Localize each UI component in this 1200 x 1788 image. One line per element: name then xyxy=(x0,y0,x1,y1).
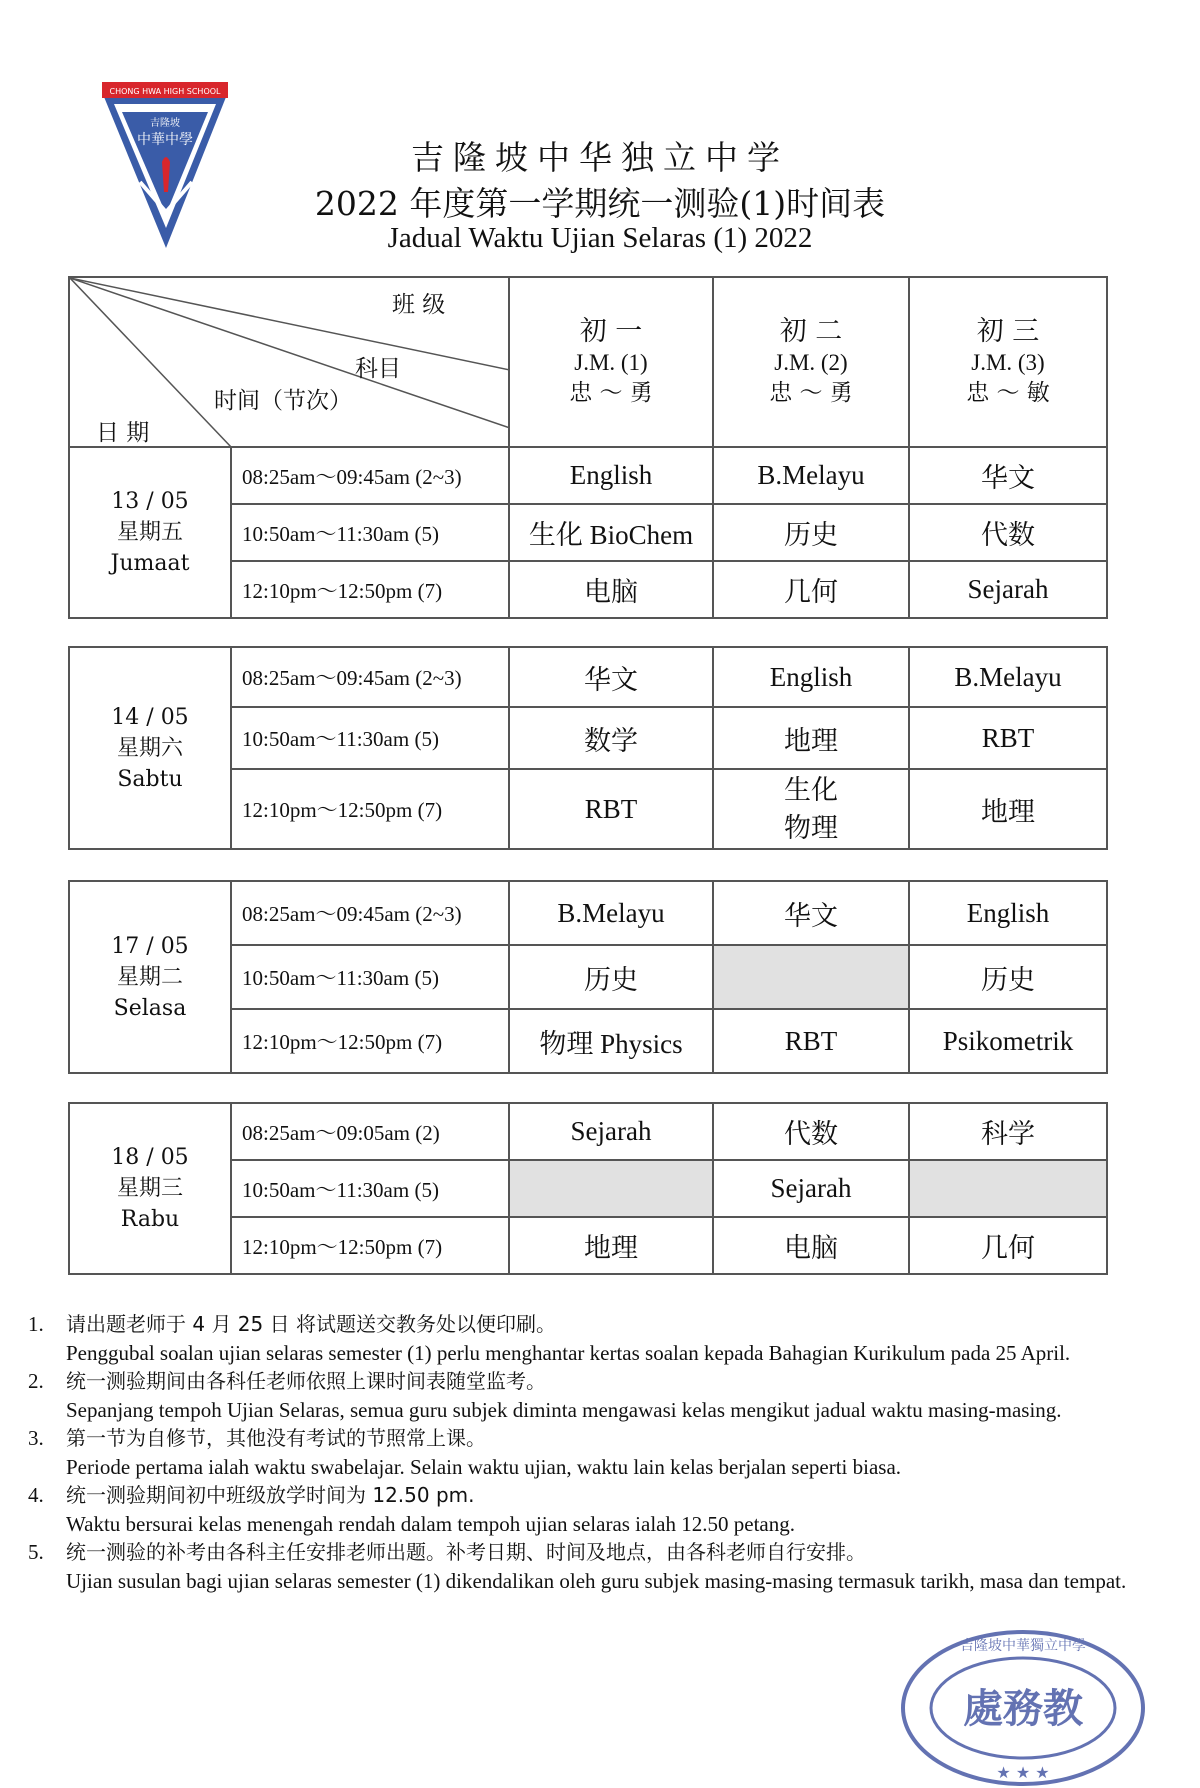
note-number: 3. xyxy=(28,1426,44,1450)
time-slot: 08:25am～09:45am (2~3) xyxy=(231,881,509,945)
note-number: 2. xyxy=(28,1369,44,1393)
class-name: 初 一 xyxy=(579,315,643,347)
timetable-main xyxy=(68,276,1108,619)
corner-subject-label: 科目 xyxy=(355,356,401,382)
subject-cell: Sejarah xyxy=(909,561,1107,618)
subject-cell-empty xyxy=(909,1160,1107,1217)
subject-cell: 电脑 xyxy=(509,561,713,618)
note-chinese: 统一测验期间由各科任老师依照上课时间表随堂监考。 xyxy=(66,1369,546,1393)
table-row xyxy=(69,1103,1107,1160)
class-header-jm3 xyxy=(909,277,1107,447)
stamp-text: 處務教 xyxy=(963,1685,1083,1732)
subject-cell: 电脑 xyxy=(713,1217,909,1274)
class-code: J.M. (1) xyxy=(574,349,648,375)
date-cell xyxy=(69,647,231,849)
subject-cell: English xyxy=(713,647,909,707)
time-slot: 12:10pm～12:50pm (7) xyxy=(231,561,509,618)
time-slot: 12:10pm～12:50pm (7) xyxy=(231,1009,509,1073)
date-cell xyxy=(69,881,231,1073)
note-item xyxy=(28,1310,1148,1367)
weekday-zh: 星期五 xyxy=(116,520,183,545)
class-range: 忠 ～ 勇 xyxy=(569,379,653,406)
note-chinese: 第一节为自修节，其他没有考试的节照常上课。 xyxy=(66,1426,486,1450)
corner-date-label: 日 期 xyxy=(96,420,150,446)
note-malay: Sepanjang tempoh Ujian Selaras, semua guru subjek diminta mengawasi kelas mengikut jadual waktu masing-masing. xyxy=(66,1397,1062,1422)
note-malay: Waktu bersurai kelas menengah rendah dalam tempoh ujian selaras ialah 12.50 petang. xyxy=(66,1511,795,1536)
time-slot: 08:25am～09:45am (2~3) xyxy=(231,647,509,707)
note-item xyxy=(28,1367,1148,1424)
stamp-ring-text: 吉隆坡中華獨立中學 xyxy=(960,1638,1086,1654)
timetable-day-2 xyxy=(68,646,1108,850)
time-slot: 12:10pm～12:50pm (7) xyxy=(231,1217,509,1274)
subject-cell: RBT xyxy=(509,769,713,849)
subject-cell: B.Melayu xyxy=(509,881,713,945)
subject-cell: 历史 xyxy=(909,945,1107,1009)
subject-cell: 华文 xyxy=(713,881,909,945)
date-cell xyxy=(69,447,231,618)
note-item xyxy=(28,1424,1148,1481)
logo-text-city: 吉隆坡 xyxy=(150,118,180,129)
header-corner xyxy=(69,277,509,447)
subject-cell-empty xyxy=(713,945,909,1009)
weekday-ms: Jumaat xyxy=(110,551,190,576)
class-header-jm1 xyxy=(509,277,713,447)
time-slot: 10:50am～11:30am (5) xyxy=(231,1160,509,1217)
subject-cell: 地理 xyxy=(509,1217,713,1274)
class-name: 初 三 xyxy=(976,315,1040,347)
subject-cell: Psikometrik xyxy=(909,1009,1107,1073)
date: 17 / 05 xyxy=(111,933,189,959)
note-item xyxy=(28,1538,1148,1595)
subject-cell: 生化 BioChem xyxy=(509,504,713,561)
notes-section xyxy=(28,1310,1148,1595)
note-chinese: 统一测验期间初中班级放学时间为 12.50 pm. xyxy=(66,1483,475,1507)
subject-cell: 华文 xyxy=(509,647,713,707)
corner-time-label: 时间（节次） xyxy=(214,388,352,414)
date: 14 / 05 xyxy=(111,704,189,730)
time-slot: 10:50am～11:30am (5) xyxy=(231,707,509,769)
weekday-ms: Sabtu xyxy=(117,766,183,792)
date-cell xyxy=(69,1103,231,1274)
subject-cell: 代数 xyxy=(909,504,1107,561)
weekday-zh: 星期六 xyxy=(116,735,183,761)
time-slot: 10:50am～11:30am (5) xyxy=(231,945,509,1009)
timetable-day-3 xyxy=(68,880,1108,1074)
subject-cell: Sejarah xyxy=(713,1160,909,1217)
subject-cell: English xyxy=(909,881,1107,945)
subject-cell: 历史 xyxy=(509,945,713,1009)
weekday-zh: 星期二 xyxy=(116,964,183,990)
note-malay: Periode pertama ialah waktu swabelajar. Selain waktu ujian, waktu lain kelas berjalan seperti biasa. xyxy=(66,1454,902,1479)
date: 13 / 05 xyxy=(111,489,189,514)
school-name: 吉隆坡中华独立中学 xyxy=(411,138,789,177)
subject-cell: 代数 xyxy=(713,1103,909,1160)
subject-cell: 华文 xyxy=(909,447,1107,504)
stamp-stars: ★ ★ ★ xyxy=(996,1763,1050,1782)
subject-cell: 物理 Physics xyxy=(509,1009,713,1073)
subject-cell: English xyxy=(509,447,713,504)
subject-cell: RBT xyxy=(909,707,1107,769)
subject-cell: 地理 xyxy=(909,769,1107,849)
logo-banner-text: CHONG HWA HIGH SCHOOL xyxy=(109,87,221,96)
time-slot: 10:50am～11:30am (5) xyxy=(231,504,509,561)
title-chinese: 2022 年度第一学期统一测验(1)时间表 xyxy=(314,184,886,223)
table-row xyxy=(69,647,1107,707)
subject-cell: 数学 xyxy=(509,707,713,769)
class-code: J.M. (2) xyxy=(774,349,848,375)
subject-cell: Sejarah xyxy=(509,1103,713,1160)
weekday-zh: 星期三 xyxy=(116,1176,183,1201)
subject-cell: 历史 xyxy=(713,504,909,561)
title-malay: Jadual Waktu Ujian Selaras (1) 2022 xyxy=(387,222,813,254)
note-number: 4. xyxy=(28,1483,44,1507)
date: 18 / 05 xyxy=(111,1145,189,1170)
subject-cell: B.Melayu xyxy=(713,447,909,504)
office-stamp xyxy=(898,1628,1148,1788)
note-number: 1. xyxy=(28,1312,44,1336)
class-range: 忠 ～ 敏 xyxy=(966,379,1050,406)
logo-text-school: 中華中學 xyxy=(137,132,193,148)
subject-cell: B.Melayu xyxy=(909,647,1107,707)
note-item xyxy=(28,1481,1148,1538)
time-slot: 08:25am～09:05am (2) xyxy=(231,1103,509,1160)
note-malay: Ujian susulan bagi ujian selaras semester (1) dikendalikan oleh guru subjek masing-masing termasuk tarikh, masa dan tempat. xyxy=(66,1568,1127,1593)
table-row xyxy=(69,447,1107,504)
subject-cell: 生化 物理 xyxy=(713,769,909,849)
corner-class-label: 班 级 xyxy=(392,292,446,318)
table-row xyxy=(69,881,1107,945)
weekday-ms: Selasa xyxy=(113,995,187,1021)
weekday-ms: Rabu xyxy=(120,1207,180,1232)
subject-cell: 地理 xyxy=(713,707,909,769)
note-malay: Penggubal soalan ujian selaras semester (1) perlu menghantar kertas soalan kepada Bahagian Kurikulum pada 25 April. xyxy=(66,1340,1071,1365)
note-chinese: 统一测验的补考由各科主任安排老师出题。补考日期、时间及地点，由各科老师自行安排。 xyxy=(66,1540,866,1564)
note-number: 5. xyxy=(28,1540,44,1564)
subject-cell: 科学 xyxy=(909,1103,1107,1160)
time-slot: 08:25am～09:45am (2~3) xyxy=(231,447,509,504)
class-range: 忠 ～ 勇 xyxy=(769,379,853,406)
time-slot: 12:10pm～12:50pm (7) xyxy=(231,769,509,849)
class-code: J.M. (3) xyxy=(971,349,1045,375)
subject-cell: RBT xyxy=(713,1009,909,1073)
subject-cell: 几何 xyxy=(713,561,909,618)
class-header-jm2 xyxy=(713,277,909,447)
note-chinese: 请出题老师于 4 月 25 日 将试题送交教务处以便印刷。 xyxy=(66,1312,556,1336)
timetable-day-4 xyxy=(68,1102,1108,1275)
subject-cell-empty xyxy=(509,1160,713,1217)
subject-cell: 几何 xyxy=(909,1217,1107,1274)
class-name: 初 二 xyxy=(779,315,843,347)
